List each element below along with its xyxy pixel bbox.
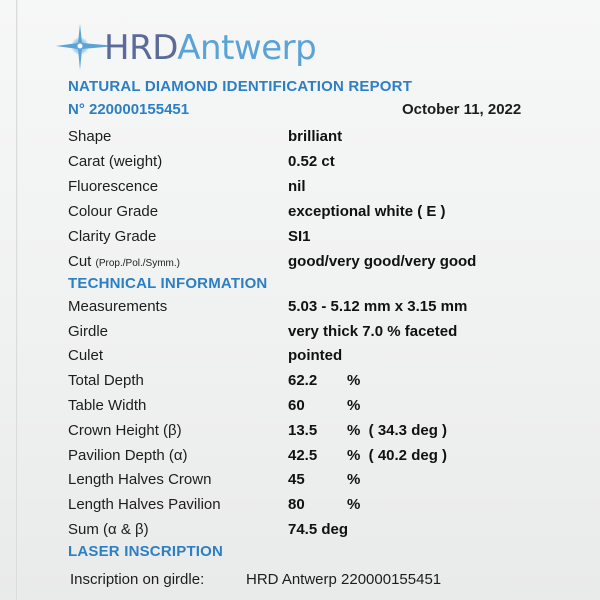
row-label: Length Halves Pavilion [68,496,221,513]
row-label: Fluorescence [68,178,159,195]
row-value: nil [288,178,306,195]
technical-row-pavilion-depth [0,447,600,469]
technical-row-total-depth [0,372,600,394]
row-label: Girdle [68,323,109,340]
row-label: Table Width [68,397,147,414]
logo-hrd: HRD [104,28,178,68]
row-label: Length Halves Crown [68,471,212,488]
technical-heading: TECHNICAL INFORMATION [68,275,268,292]
row-label: Crown Height (β) [68,422,182,439]
row-value: brilliant [288,128,343,145]
logo-antwerp: Antwerp [177,28,317,68]
technical-row-culet [0,347,600,369]
row-unit: % [347,496,361,513]
row-value: pointed [288,347,343,364]
row-value: good/very good/very good [288,253,477,270]
grading-row-colour [0,203,600,225]
inscription-value: HRD Antwerp 220000155451 [246,571,442,588]
grading-row-cut [0,253,600,275]
grading-row-carat [0,153,600,175]
technical-row-crown-height [0,422,600,444]
row-label: Culet [68,347,104,364]
grading-row-shape [0,128,600,150]
row-label: Total Depth [68,372,144,389]
row-label: Colour Grade [68,203,159,220]
technical-row-length-halves-pavilion [0,496,600,518]
row-value: exceptional white ( E ) [288,203,446,220]
row-label: Measurements [68,298,168,315]
technical-row-sum [0,521,600,543]
row-value: 62.2 [288,372,318,389]
row-label: Clarity Grade [68,228,157,245]
row-label: Shape [68,128,112,145]
row-value: 42.5 [288,447,318,464]
row-value: 60 [288,397,305,414]
row-value: 0.52 ct [288,153,335,170]
grading-row-fluorescence [0,178,600,200]
row-value: 74.5 deg [288,521,349,538]
row-value: 80 [288,496,305,513]
technical-row-table-width [0,397,600,419]
row-label: Carat (weight) [68,153,163,170]
row-label: Sum (α & β) [68,521,149,538]
row-value: very thick 7.0 % faceted [288,323,458,340]
row-unit: % ( 34.3 deg ) [347,422,448,439]
report-date: October 11, 2022 [402,101,522,118]
row-value: 13.5 [288,422,318,439]
row-value: 5.03 - 5.12 mm x 3.15 mm [288,298,468,315]
technical-row-length-halves-crown [0,471,600,493]
technical-row-measurements [0,298,600,320]
row-unit: % [347,397,361,414]
row-value: SI1 [288,228,311,245]
row-unit: % [347,471,361,488]
logo-wordmark [104,28,316,68]
row-sublabel: (Prop./Pol./Symm.) [95,258,180,269]
row-label: Cut [68,253,92,270]
grading-row-clarity [0,228,600,250]
report-title: NATURAL DIAMOND IDENTIFICATION REPORT [68,78,413,95]
row-unit: % ( 40.2 deg ) [347,447,448,464]
row-unit: % [347,372,361,389]
inscription-label: Inscription on girdle: [70,571,205,588]
laser-heading: LASER INSCRIPTION [68,543,224,560]
row-value: 45 [288,471,305,488]
report-number: N° 220000155451 [68,101,190,118]
technical-row-girdle [0,323,600,345]
row-label-group [68,253,180,270]
row-label: Pavilion Depth (α) [68,447,188,464]
